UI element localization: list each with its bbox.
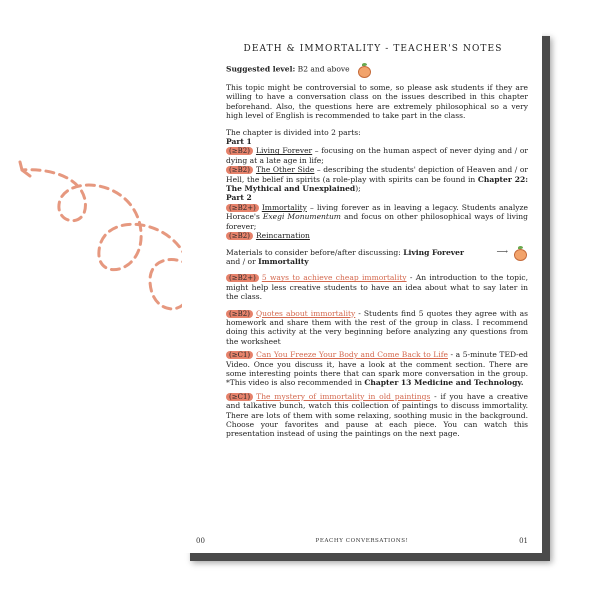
level-tag: (≥C1) [226,351,253,359]
topic-link[interactable]: Reincarnation [255,231,310,241]
pointing-hand-icon: ⟶ [496,247,508,257]
page-footer [196,537,528,545]
part2-heading: Part 2 [226,193,252,203]
teacher-notes-page [182,28,542,553]
resource-link[interactable]: The mystery of immortality in old paintings [256,391,431,401]
level-tag: (≥B2) [226,147,253,155]
resource-item: (≥B2+) 5 ways to achieve cheap immortality - An introduction to the topic, might help less creative students to have an idea about what to say later in the class. [226,273,528,302]
page-number-right: 01 [519,537,528,545]
topic-link[interactable]: Immortality [261,202,307,212]
part-item [226,231,528,240]
peach-mascot-icon [512,246,526,259]
level-tag: (≥B2) [226,232,253,240]
topic-link[interactable]: The Other Side [255,165,315,175]
part-item: (≥B2) Living Forever – focusing on the human aspect of never dying and / or dying at a late age in life; [226,146,528,165]
page-number-left: 00 [196,537,205,545]
level-tag: (≥B2+) [226,204,259,212]
resource-item: (≥B2) Quotes about immortality - Students find 5 quotes they agree with as homework and share them with the rest of the group in class. I recommend doing this activity at the very beginning before analyzing any questions from the worksheet [226,308,528,346]
resource-link[interactable]: Quotes about immortality [255,308,356,318]
level-tag: (≥B2) [226,310,253,318]
level-tag: (≥B2+) [226,274,259,282]
part-item: (≥B2+) Immortality – living forever as in leaving a legacy. Students analyze Horace's Exegi Monumentum and focus on other philosophical ways of living forever; [226,202,529,231]
resource-item: (≥C1) Can You Freeze Your Body and Come Back to Life - a 5-minute TED-ed Video. Once you discuss it, have a look at the comment section. There are some interesting points there that can spark more conversation in the group. *This video is also recommended in Chapter 13 Medicine and Technology. [226,350,528,388]
part1-heading: Part 1 [226,137,252,147]
level-tag: (≥C1) [226,393,253,401]
intro-paragraph: This topic might be controversial to some, so please ask students if they are willing to have a conversation class on the issues described in this chapter beforehand. Also, the questions here are extremely philosophical so a very high level of English is recommended to take part in the class. [226,83,528,121]
materials-line: Materials to consider before/after discussing: Living Forever and / or Immortality ⟶ [226,248,528,267]
resource-link[interactable]: 5 ways to achieve cheap immortality [261,273,407,283]
resource-item: (≥C1) The mystery of immortality in old paintings - if you have a creative and talkative bunch, watch this collection of paintings to discuss immortality. There are lots of them with some relaxing, soothing music in the background. Choose your favorites and pause at each piece. You can watch this presentation instead of using the paintings on the next page. [226,391,529,439]
level-tag: (≥B2) [226,166,253,174]
page-title: DEATH & IMMORTALITY - TEACHER'S NOTES [243,44,503,54]
topic-link[interactable]: Living Forever [255,146,313,156]
divided-text: The chapter is divided into 2 parts: [226,127,361,137]
resource-link[interactable]: Can You Freeze Your Body and Come Back to Life [256,350,448,360]
peach-mascot-icon [356,63,370,76]
part-item: (≥B2) The Other Side – describing the students' depiction of Heaven and / or Hell, the belief in spirits (a role-play with spirits can be found in Chapter 22: The Mythical and Unexplained); [226,165,528,194]
footer-brand: PEACHY CONVERSATIONS! [315,538,409,544]
suggested-level: Suggested level: B2 and above [226,63,528,76]
